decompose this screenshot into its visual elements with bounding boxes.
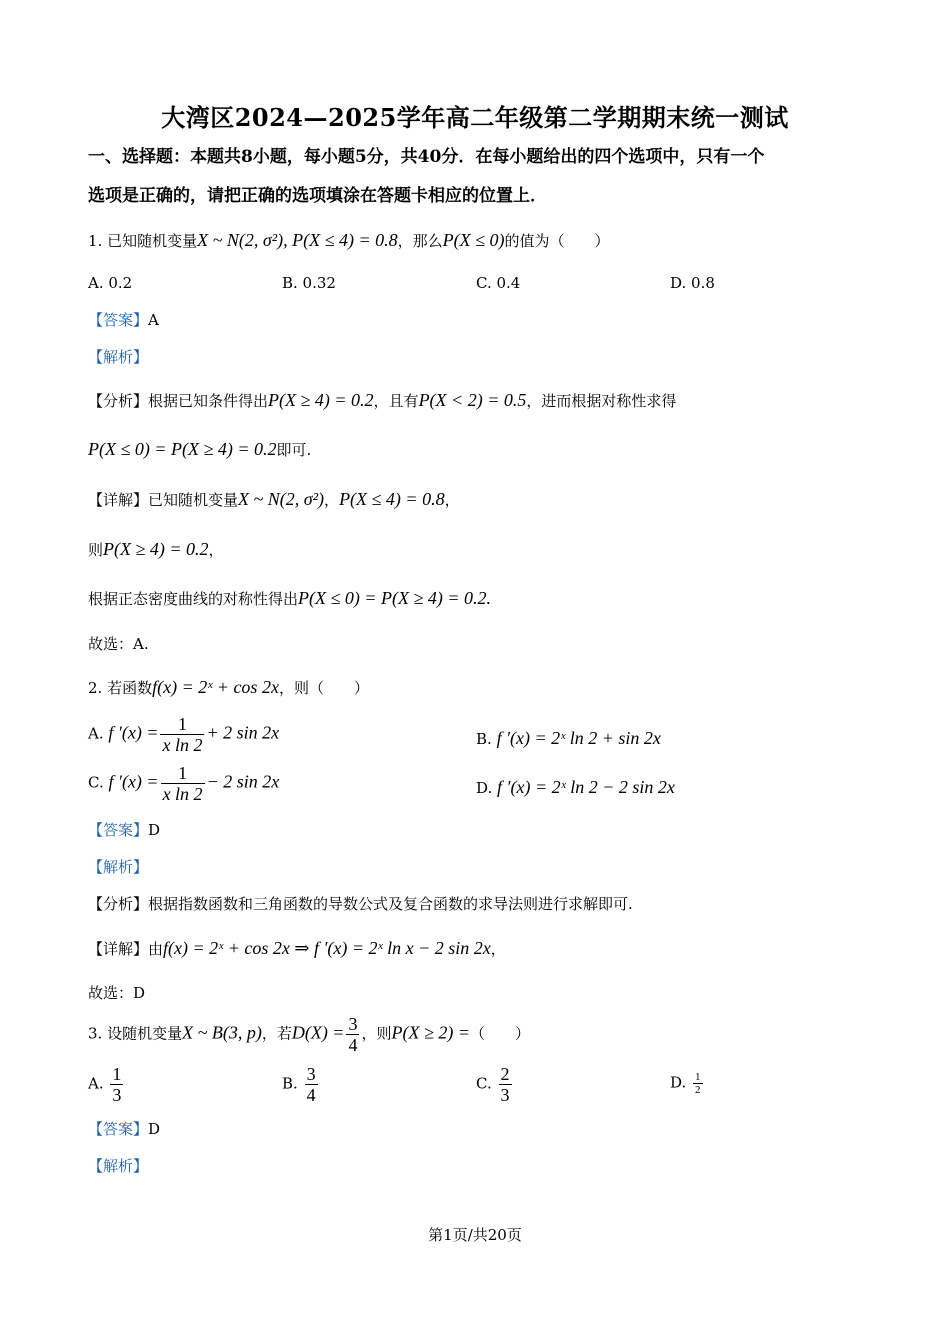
q2-detail: 【详解】由f(x) = 2ˣ + cos 2x ⇒ f ′(x) = 2ˣ ln x − 2 sin 2x，	[88, 938, 506, 958]
q2-fenxi: 【分析】根据指数函数和三角函数的导数公式及复合函数的求导法则进行求解即可.	[88, 895, 633, 913]
q1-analysis-label: 【解析】	[88, 348, 149, 366]
q2-answer: 【答案】D	[88, 821, 161, 839]
q3-analysis-label: 【解析】	[88, 1157, 149, 1175]
q2-option-b: B. f ′(x) = 2ˣ ln 2 + sin 2x	[476, 728, 661, 748]
q1-detail: 【详解】已知随机变量X ~ N(2, σ²)，P(X ≤ 4) = 0.8，	[88, 489, 460, 509]
q1-stem: 1. 已知随机变量X ~ N(2, σ²), P(X ≤ 4) = 0.8，那么P(X ≤ 0)的值为（ ）	[88, 230, 610, 250]
section-heading-line2: 选项是正确的，请把正确的选项填涂在答题卡相应的位置上．	[88, 186, 547, 206]
q2-option-c: C. f ′(x) = $\frac{1}{\text{x ln 2}}$ − 2 sin 2x	[88, 763, 280, 804]
q2-option-a-fraction: $\frac{1}{\text{x ln 2}}$	[162, 714, 203, 755]
section-heading-line1: 一、选择题：本题共8小题，每小题5分，共40分．在每小题给出的四个选项中，只有一个	[88, 147, 765, 167]
q3-stem-fraction: $\frac{3}{4}$	[348, 1014, 358, 1055]
q2-choose: 故选：D	[88, 984, 146, 1002]
q1-then: 则P(X ≥ 4) = 0.2，	[88, 539, 224, 559]
q1-option-a: A. 0.2	[88, 274, 133, 292]
q3-option-c: C. $\frac{2}{3}$	[476, 1064, 510, 1105]
q1-option-d: D. 0.8	[670, 274, 715, 292]
q3-option-b: B. $\frac{3}{4}$	[282, 1064, 316, 1105]
q2-option-a: A. f ′(x) = $\frac{1}{\text{x ln 2}}$ + 2 sin 2x	[88, 714, 280, 755]
q3-answer: 【答案】D	[88, 1120, 161, 1138]
q1-symmetry: 根据正态密度曲线的对称性得出P(X ≤ 0) = P(X ≥ 4) = 0.2.	[88, 588, 492, 608]
q3-option-a: A. $\frac{1}{3}$	[88, 1064, 122, 1105]
q1-option-c: C. 0.4	[476, 274, 521, 292]
page-footer: 第1页/共20页	[428, 1226, 522, 1244]
q1-fenxi-cont: P(X ≤ 0) = P(X ≥ 4) = 0.2即可.	[88, 439, 312, 459]
q2-option-d: D. f ′(x) = 2ˣ ln 2 − 2 sin 2x	[476, 777, 675, 797]
q1-fenxi: 【分析】根据已知条件得出P(X ≥ 4) = 0.2，且有P(X < 2) = 0.5，进而根据对称性求得	[88, 390, 677, 410]
q1-choose: 故选：A.	[88, 635, 149, 653]
q2-option-c-fraction: $\frac{1}{\text{x ln 2}}$	[162, 763, 203, 804]
q3-stem: 3. 设随机变量X ~ B(3, p)，若D(X) = $\frac{3}{4}$ ，则P(X ≥ 2) =（ ）	[88, 1014, 531, 1055]
q2-stem: 2. 若函数f(x) = 2ˣ + cos 2x，则（ ）	[88, 677, 369, 697]
page-title: 大湾区2024—2025学年高二年级第二学期期末统一测试	[161, 103, 789, 132]
q1-option-b: B. 0.32	[282, 274, 336, 292]
q1-stem-math: X ~ N(2, σ²), P(X ≤ 4) = 0.8	[197, 230, 398, 250]
q1-answer: 【答案】A	[88, 311, 159, 329]
q1-stem-math2: P(X ≤ 0)	[442, 230, 505, 250]
q3-option-d: D. $\frac{1}{2}$	[670, 1071, 701, 1096]
q2-analysis-label: 【解析】	[88, 858, 149, 876]
